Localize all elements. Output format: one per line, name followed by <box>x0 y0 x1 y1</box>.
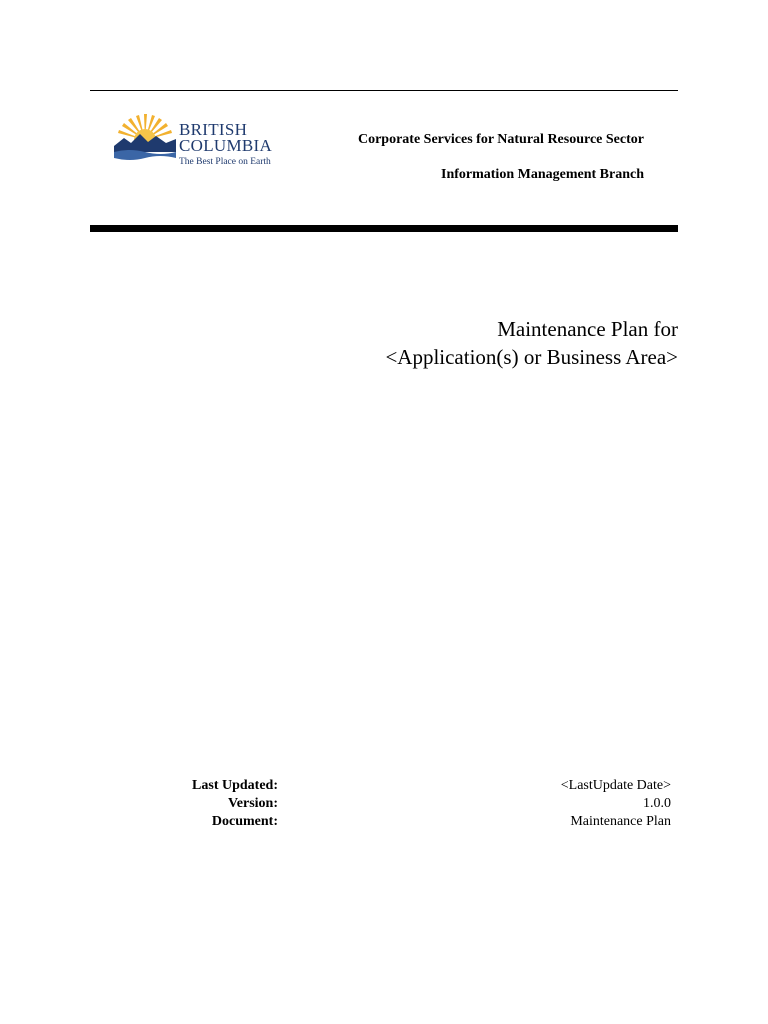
last-updated-label: Last Updated: <box>192 778 278 793</box>
document-title-line1: Maintenance Plan for <box>497 317 678 341</box>
version-value: 1.0.0 <box>643 796 671 811</box>
document-label: Document: <box>211 814 278 829</box>
document-value: Maintenance Plan <box>570 814 671 829</box>
bc-logo <box>114 112 274 174</box>
document-title-line2: <Application(s) or Business Area> <box>385 345 678 369</box>
version-label: Version: <box>227 796 278 811</box>
header-thick-rule <box>90 225 678 232</box>
logo-text-british: BRITISH <box>179 120 248 139</box>
org-sector-heading: Corporate Services for Natural Resource Sector <box>357 132 644 147</box>
logo-tagline: The Best Place on Earth <box>179 157 271 167</box>
org-branch-heading: Information Management Branch <box>441 167 644 182</box>
logo-text-columbia: COLUMBIA <box>179 136 273 155</box>
top-rule <box>90 90 678 91</box>
last-updated-value: <LastUpdate Date> <box>560 778 671 793</box>
bc-sun-mountain-icon <box>114 112 176 160</box>
